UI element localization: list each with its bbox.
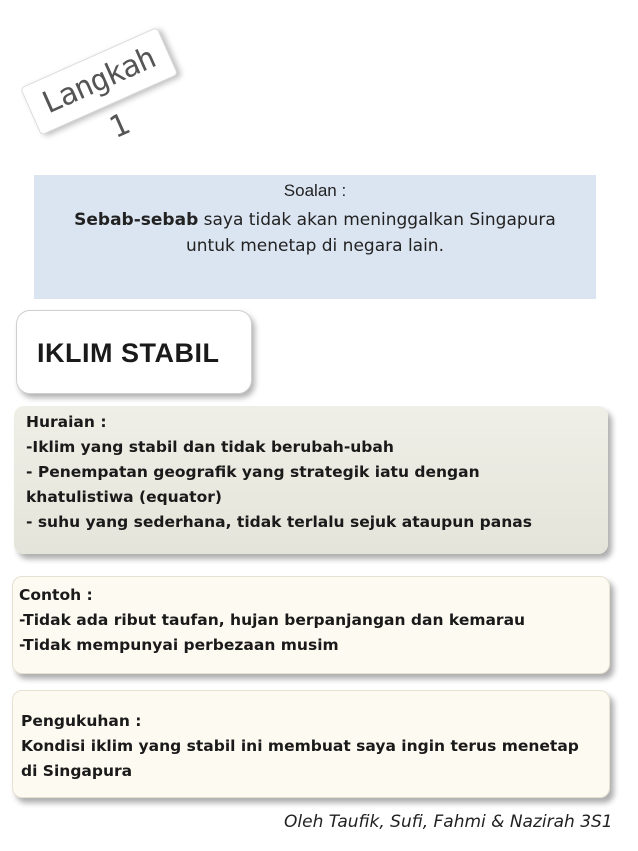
pengukuhan-line: di Singapura	[21, 762, 133, 780]
question-title: Soalan :	[283, 181, 347, 200]
question-rest: saya tidak akan meninggalkan Singapura untuk menetap di negara lain.	[186, 210, 556, 256]
section-heading: IKLIM STABIL	[16, 310, 252, 394]
contoh-card	[12, 576, 610, 674]
huraian-line: - suhu yang sederhana, tidak terlalu sejuk ataupun panas	[26, 513, 532, 531]
huraian-card	[14, 406, 608, 554]
huraian-line: -Iklim yang stabil dan tidak berubah-ubah	[26, 438, 394, 456]
contoh-line: -Tidak mempunyai perbezaan musim	[19, 636, 339, 654]
contoh-title: Contoh :	[19, 586, 93, 604]
question-text	[34, 207, 596, 259]
pengukuhan-title: Pengukuhan :	[21, 712, 142, 730]
huraian-title: Huraian :	[26, 413, 107, 431]
step-badge: Langkah 1	[20, 27, 178, 136]
pengukuhan-card	[12, 690, 610, 798]
contoh-line: -Tidak ada ribut taufan, hujan berpanjangan dan kemarau	[19, 611, 526, 629]
huraian-line: khatulistiwa (equator)	[26, 488, 222, 506]
footer-credit: Oleh Taufik, Sufi, Fahmi & Nazirah 3S1	[284, 812, 613, 832]
question-box	[34, 175, 596, 299]
huraian-line: - Penempatan geografik yang strategik iatu dengan	[26, 463, 480, 481]
question-bold: Sebab-sebab	[74, 210, 199, 230]
pengukuhan-line: Kondisi iklim yang stabil ini membuat saya ingin terus menetap	[21, 737, 579, 755]
